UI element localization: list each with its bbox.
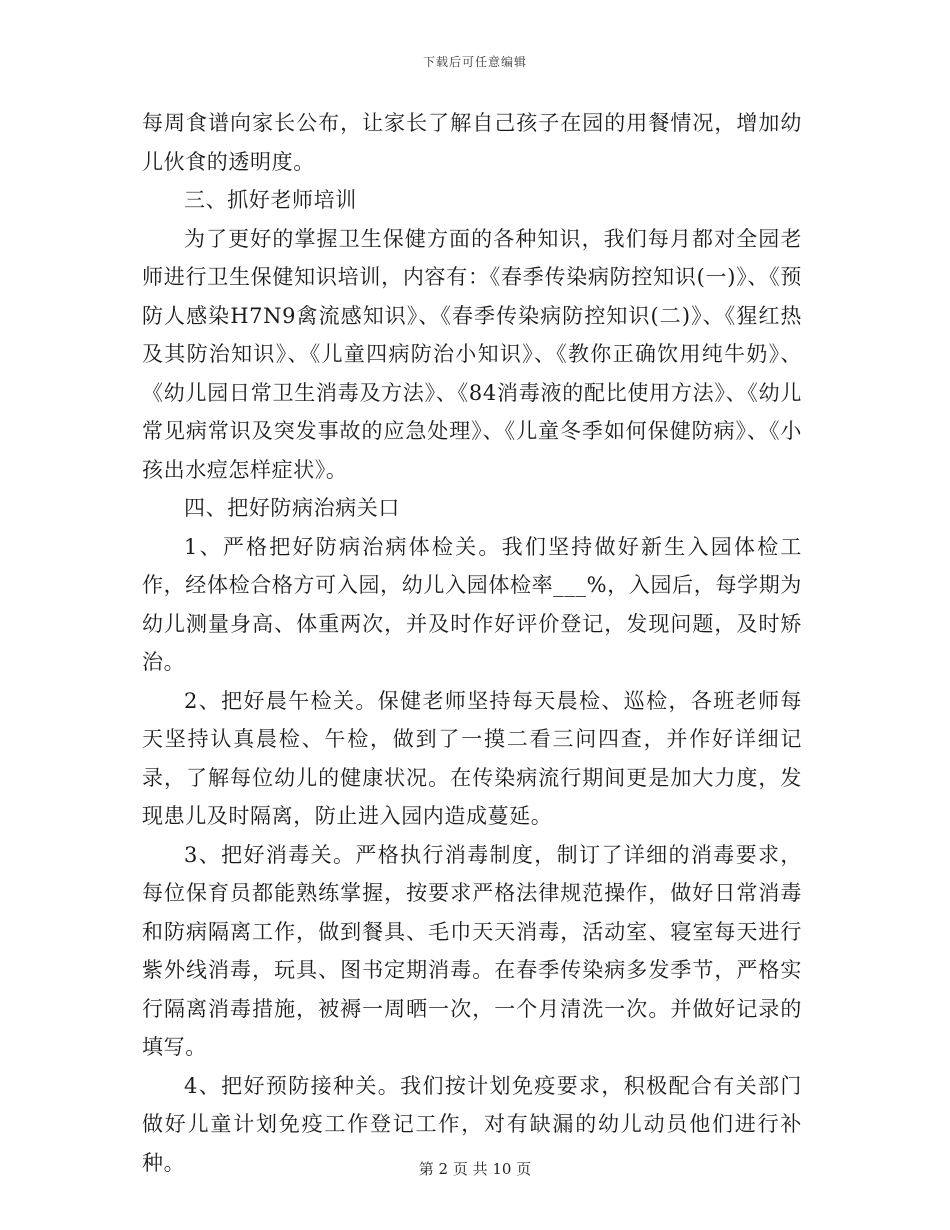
page-footer: 第 2 页 共 10 页 [418,1160,532,1178]
page-header: 下载后可任意编辑 [422,55,527,69]
paragraph-training: 为了更好的掌握卫生保健方面的各种知识，我们每月都对全园老师进行卫生保健知识培训，内容有：《春季传染病防控知识(一)》、《预防人感染H7N9禽流感知识》、《春季传染病防控知识(二)》、《猩红热及其防治知识》、《儿童四病防治小知识》、《教你正确饮用纯牛奶》、《幼儿园日常卫生消毒及方法》、《84消毒液的配比使用方法》、《幼儿常见病常识及突发事故的应急处理》、《儿童冬季如何保健防病》、《小孩出水痘怎样症状》。 [142,226,802,482]
section-heading-3: 三、抓好老师培训 [184,188,357,212]
section-heading-4: 四、把好防病治病关口 [184,496,400,520]
paragraph-item-3: 3、把好消毒关。严格执行消毒制度，制订了详细的消毒要求，每位保育员都能熟练掌握，按要求严格法律规范操作，做好日常消毒和防病隔离工作，做到餐具、毛巾天天消毒，活动室、寝室每天进行紫外线消毒，玩具、图书定期消毒。在春季传染病多发季节，严格实行隔离消毒措施，被褥一周晒一次，一个月清洗一次。并做好记录的填写。 [142,842,802,1059]
paragraph-1: 每周食谱向家长公布，让家长了解自己孩子在园的用餐情况，增加幼儿伙食的透明度。 [142,111,802,174]
document-body [142,104,802,1182]
paragraph-item-1: 1、严格把好防病治病体检关。我们坚持做好新生入园体检工作，经体检合格方可入园，幼儿入园体检率___%，入园后，每学期为幼儿测量身高、体重两次，并及时作好评价登记，发现问题，及时矫治。 [142,534,802,674]
paragraph-item-4: 4、把好预防接种关。我们按计划免疫要求，积极配合有关部门做好儿童计划免疫工作登记工作，对有缺漏的幼儿动员他们进行补种。 [142,1073,802,1175]
paragraph-item-2: 2、把好晨午检关。保健老师坚持每天晨检、巡检，各班老师每天坚持认真晨检、午检，做到了一摸二看三问四查，并作好详细记录，了解每位幼儿的健康状况。在传染病流行期间更是加大力度，发现患儿及时隔离，防止进入园内造成蔓延。 [142,688,802,828]
